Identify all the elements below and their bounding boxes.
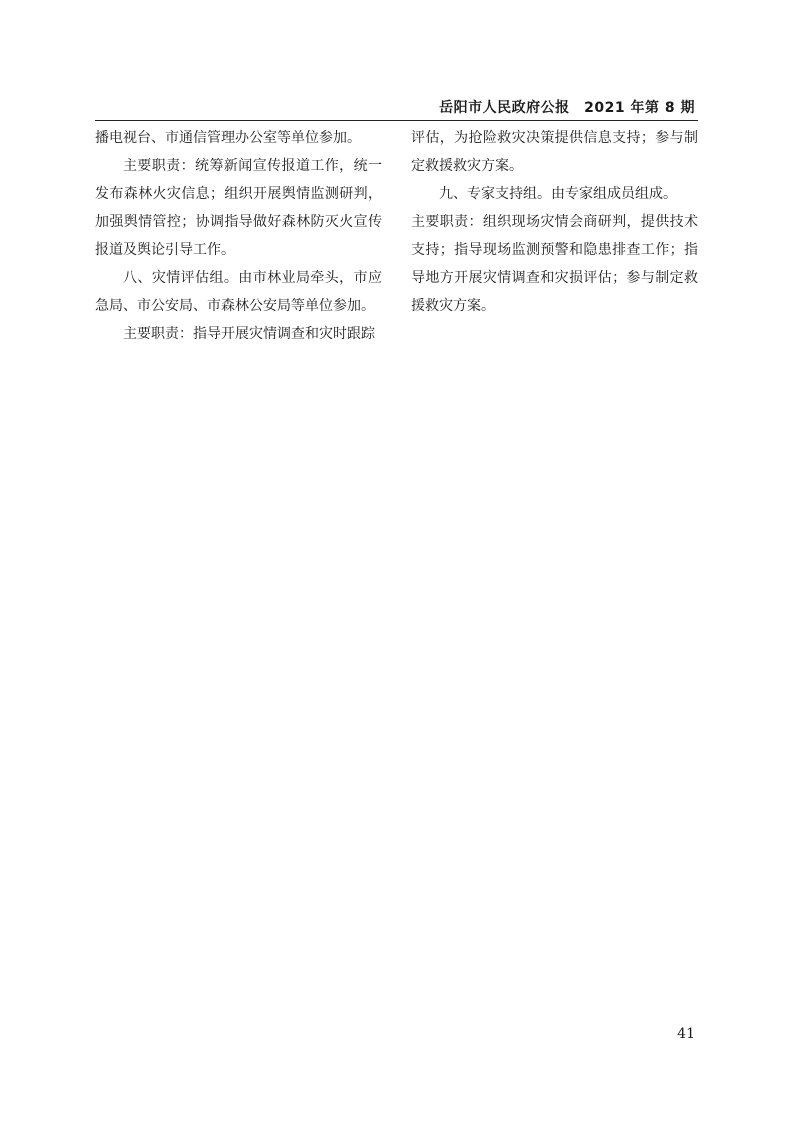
page-number: 41 xyxy=(677,1026,695,1042)
left-paragraph-duties-assessment: 主要职责：指导开展灾情调查和灾时跟踪 xyxy=(123,326,375,342)
left-paragraph-section-eight: 八、灾情评估组。由市林业局牵头，市应急局、市公安局、市森林公安局等单位参加。 xyxy=(95,270,382,314)
left-paragraph-continuation: 播电视台、市通信管理办公室等单位参加。 xyxy=(95,130,361,146)
right-paragraph-section-nine: 九、专家支持组。由专家组成员组成。 xyxy=(439,186,677,202)
right-column xyxy=(411,124,698,320)
left-paragraph-duties-publicity: 主要职责：统筹新闻宣传报道工作，统一发布森林火灾信息；组织开展舆情监测研判，加强舆情管控；协调指导做好森林防灭火宣传报道及舆论引导工作。 xyxy=(95,158,382,258)
left-column xyxy=(95,124,382,348)
right-paragraph-duties-experts: 主要职责：组织现场灾情会商研判，提供技术支持；指导现场监测预警和隐患排查工作；指导地方开展灾情调查和灾损评估；参与制定救援救灾方案。 xyxy=(411,214,698,314)
header-title: 岳阳市人民政府公报 2021 年第 8 期 xyxy=(439,100,695,116)
right-paragraph-continuation: 评估，为抢险救灾决策提供信息支持；参与制定救援救灾方案。 xyxy=(411,130,698,174)
header-divider xyxy=(95,120,698,121)
